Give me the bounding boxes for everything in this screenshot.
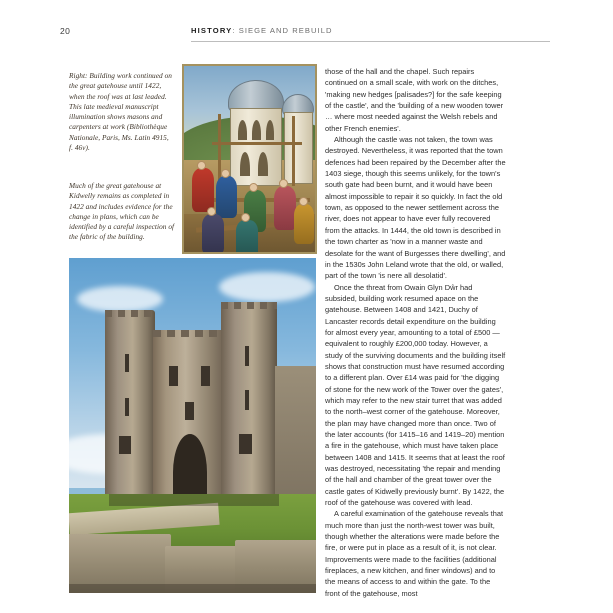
photo-central-window-2 (201, 366, 210, 386)
photo-foreground-ruin-shadow (69, 584, 316, 593)
photo-right-tower-crenellations (221, 302, 277, 309)
page-number: 20 (60, 26, 71, 36)
photo-right-curtain-wall (275, 366, 316, 502)
manuscript-illumination-image (182, 64, 317, 254)
body-paragraph-3: Once the threat from Owain Glyn Dŵr had subsided, building work resumed apace on the gatehouse. Between 1408 and 1421, Duchy of Lancaster records detail expenditure on the building for almost every year, amounting to a total of £500 — equivalent to roughly £200,000 today. However, a study of the surviving documents and the building itself shows that construction must have resumed according to a different plan. Over £14 was paid for 'the digging of stone for the new work of the Tower over the gates', which may refer to the new stair turret that was added to the north–west corner of the gatehouse. Moreover, the plan may have changed more than once. Two of the later accounts (for 1415–16 and 1419–20) mention a fire in the gatehouse, which must have taken place between 1408 and 1415. It seems that at least the roof was destroyed, necessitating 'the repair and mending of the hall and chamber of the great tower over the castle gates of Kidwelly previously burnt'. By 1422, the roof of the gatehouse was covered with lead. (325, 282, 506, 508)
body-text-column (325, 66, 506, 599)
photo-left-tower-crenellations (105, 310, 155, 317)
illumination-border (182, 64, 317, 254)
photo-right-tower-slit-1 (245, 346, 249, 366)
photo-central-window-3 (185, 402, 194, 420)
gatehouse-photo-caption: Much of the great gatehouse at Kidwelly remains as completed in 1422 and includes evidence for the change in plans, which can be identified by a careful inspection of the fabric of the building. (69, 181, 175, 242)
body-paragraph-2: Although the castle was not taken, the town was destroyed. Nevertheless, it was reported that the town defences had been repaired by the December after the 1403 siege, though this seems unlikely, for the town's south gate had been burnt, and it would have been almost impossible to repair it so quickly. In fact the old town, as opposed to the newer settlement across the river, does not appear to have ever fully recovered from the attacks. In 1444, the old town is described in the town charter as 'now in a manner waste and desolate for the want of Burgesses there dwelling', and in the 1530s John Leland wrote that the old, or walled, part of the town 'is nere all desolatid'. (325, 135, 506, 281)
photo-central-window-1 (169, 366, 178, 386)
running-head-subject: : SIEGE AND REBUILD (232, 26, 333, 35)
photo-wall-shadow (109, 494, 279, 506)
photo-cloud-2 (219, 272, 315, 302)
body-paragraph-1: those of the hall and the chapel. Such repairs continued on a small scale, with work on the ditches, 'making new hedges [palisades?] for the safe keeping of the castle', and the 'building of a new wooden tower … where most needed against the Welsh rebels and other French enemies'. (325, 67, 504, 133)
photo-left-tower-window (119, 436, 131, 454)
photo-cloud-1 (77, 286, 163, 312)
photo-right-tower-window (239, 434, 252, 454)
photo-left-tower-slit-1 (125, 354, 129, 372)
running-head-section: HISTORY (191, 26, 233, 35)
photo-right-drum-tower (221, 302, 277, 502)
photo-central-crenellations (153, 330, 225, 337)
body-paragraph-4: A careful examination of the gatehouse reveals that much more than just the north-west tower was built, though whether the alterations were made before the fire, or were put in place as a result of it, is not clear. Improvements were made to the facilities (additional fireplaces, a new kitchen, and finer windows) and to the means of access to and within the gate. To the front of the gatehouse, most (325, 509, 504, 598)
photo-left-drum-tower (105, 310, 155, 498)
running-head-title (191, 26, 333, 35)
photo-right-tower-slit-2 (245, 390, 249, 410)
running-head (60, 24, 550, 46)
manuscript-illumination-caption: Right: Building work continued on the great gatehouse until 1422, when the roof was at last leaded. This late medieval manuscript illumination shows masons and carpenters at work (Bibliothèque Nationale, Paris, Ms. Latin 4915, f. 46v). (69, 71, 172, 153)
photo-left-tower-slit-2 (125, 398, 129, 416)
gatehouse-photograph-image (69, 258, 316, 593)
running-head-rule (191, 41, 550, 42)
